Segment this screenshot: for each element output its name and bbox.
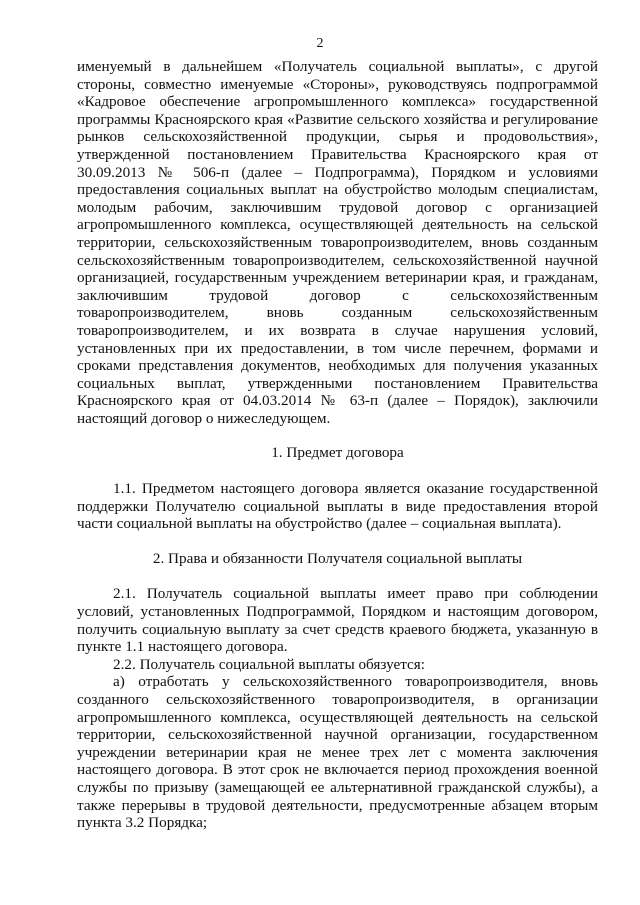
document-body — [77, 58, 598, 832]
clause-2-2-a: а) отработать у сельскохозяйственного товаропроизводителя, вновь созданного сельскохозяйственного товаропроизводителя, в организации агропромышленного комплекса, осуществляющей деятельность на сельской территории, сельскохозяйственной научной организации, государственном учреждении ветеринарии края не менее трех лет с момента заключения настоящего договора. В этот срок не включается период прохождения военной службы по призыву (замещающей ее альтернативной гражданской службы), а также перерывы в трудовой деятельности, предусмотренные абзацем вторым пункта 3.2 Порядка; — [77, 673, 598, 832]
clause-1-1: 1.1. Предметом настоящего договора является оказание государственной поддержки Получателю социальной выплаты в виде предоставления второй части социальной выплаты на обустройство (далее – социальная выплата). — [77, 480, 598, 533]
intro-paragraph: именуемый в дальнейшем «Получатель социальной выплаты», с другой стороны, совместно именуемые «Стороны», руководствуясь подпрограммой «Кадровое обеспечение агропромышленного комплекса» государственной программы Красноярского края «Развитие сельского хозяйства и регулирование рынков сельскохозяйственной продукции, сырья и продовольствия», утвержденной постановлением Правительства Красноярского края от 30.09.2013 № 506-п (далее – Подпрограмма), Порядком и условиями предоставления социальных выплат на обустройство молодым специалистам, молодым рабочим, заключившим трудовой договор с организацией агропромышленного комплекса, осуществляющей деятельность на сельской территории, сельскохозяйственным товаропроизводителем, вновь созданным сельскохозяйственным товаропроизводителем, сельскохозяйственной научной организацией, государственным учреждением ветеринарии края, и гражданам, заключившим трудовой договор с сельскохозяйственным товаропроизводителем, вновь созданным сельскохозяйственным товаропроизводителем, и их возврата в случае нарушения условий, установленных при их предоставлении, в том числе перечнем, формами и сроками представления документов, необходимых для получения указанных социальных выплат, утвержденными постановлением Правительства Красноярского края от 04.03.2014 № 63-п (далее – Порядок), заключили настоящий договор о нижеследующем. — [77, 58, 598, 427]
section-heading-2: 2. Права и обязанности Получателя социальной выплаты — [152, 549, 523, 567]
clause-2-2: 2.2. Получатель социальной выплаты обязуется: — [113, 655, 425, 673]
section-heading-1: 1. Предмет договора — [271, 444, 404, 462]
page-number: 2 — [316, 36, 324, 51]
clause-2-1: 2.1. Получатель социальной выплаты имеет право при соблюдении условий, установленных Подпрограммой, Порядком и настоящим договором, получить социальную выплату за счет средств краевого бюджета, указанную в пункте 1.1 настоящего договора. — [77, 585, 598, 656]
